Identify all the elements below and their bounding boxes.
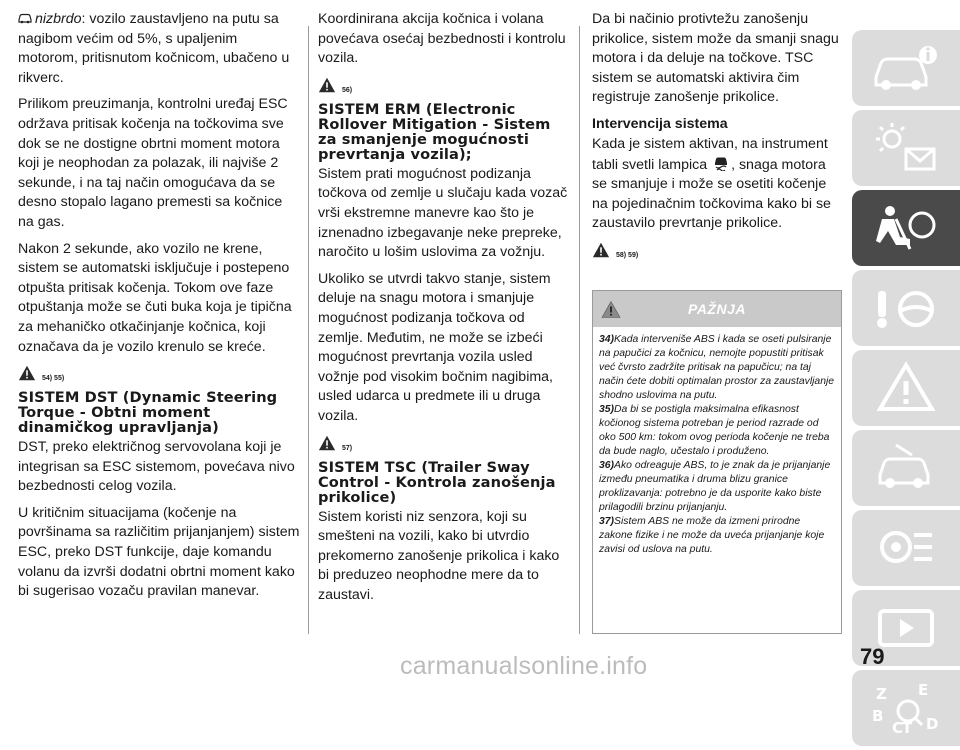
chapter-tabs (852, 30, 960, 750)
svg-text:D: D (926, 715, 939, 733)
reference-numbers: 54) 55) (42, 375, 65, 383)
column-middle (318, 10, 570, 612)
paragraph-text: : vozilo zaustavljeno na putu sa nagibom većim od 5%, s upaljenim motorom, pritisnutom kočnicom, ubačeno u rikverc. (18, 11, 290, 86)
tab-safety[interactable] (852, 190, 960, 266)
svg-text:E: E (918, 681, 929, 699)
warning-reference (592, 241, 842, 259)
alphabetical-index-icon (866, 677, 946, 739)
column-left (18, 10, 301, 609)
page-number: 79 (860, 644, 885, 669)
paragraph-erm: Sistem prati mogućnost podizanja točkova od zemlje u slučaju kada vozač vrši ekstremne manevre kao što je iznenadno izbegavanje neke prepreke, naročito u lošim uslovima za vožnju. (318, 165, 568, 261)
heading-dst: SISTEM DST (Dynamic Steering Torque - Obtni moment dinamičkog upravljanja) (18, 389, 278, 437)
paragraph-dst: DST, preko električnog servovolana koji je integrisan sa ESC sistemom, povećava nivo bezbednosti celog vozila. (18, 439, 295, 495)
warning-reference (318, 434, 570, 452)
paragraph-tsc: Sistem koristi niz senzora, koji su smešteni na vozili, kako bi utvrdio prekomerno zanošenje prikolica i kako bi preduzeo neophodne mere da to zaustavi. (318, 508, 560, 603)
warning-reference (318, 76, 570, 94)
warning-triangle-icon (318, 76, 336, 94)
tab-emergency[interactable] (852, 350, 960, 426)
dashboard-lights-icon (866, 117, 946, 179)
esc-warning-light-icon (712, 155, 730, 171)
tab-technical-data[interactable] (852, 510, 960, 586)
reference-numbers: 58) 59) (616, 251, 639, 259)
warning-box-header (593, 291, 841, 327)
heading-tsc: SISTEM TSC (Trailer Sway Control - Kontrola zanošenja prikolice) (318, 458, 556, 506)
paragraph-erm-action: Ukoliko se utvrdi takvo stanje, sistem deluje na snagu motora i smanjuje mogućnost podizanja točkova od zemlje. Međutim, ne može se izbeći mogućnost prevrtanja vozila usled vožnje pod visokim bočnim nagibima, usled udarca u predmete ili u druga vozila. (318, 270, 553, 424)
tab-index[interactable] (852, 670, 960, 746)
warning-box (592, 290, 842, 634)
paragraph-coordination: Koordinirana akcija kočnica i volana povećava osećaj bezbednosti i kontrolu vozila. (318, 11, 566, 67)
reference-numbers: 56) (342, 86, 353, 94)
column-divider (579, 26, 580, 634)
paragraph-esc-hold: Prilikom preuzimanja, kontrolni uređaj ESC održava pritisak kočenja na točkovima sve dok se ne dostigne obrtni moment motora koji je neophodan za polazak, ili najviše 2 sekunde, i na taj način omogućava da se desno stopalo lagano premesti sa kočnice na gas. (18, 96, 288, 230)
reference-numbers: 57) (342, 444, 353, 452)
column-right (592, 10, 842, 267)
warning-triangle-icon (592, 241, 610, 259)
warning-title: PAŽNJA (688, 301, 746, 317)
car-small-icon (18, 12, 32, 24)
paragraph-tsc-action: Da bi načinio protivtežu zanošenju prikolice, sistem može da smanji snagu motora i da deluje na točkove. TSC sistem se automatski aktivira čim registruje zanošenje prikolice. (592, 11, 839, 106)
warning-triangle-icon (318, 434, 336, 452)
car-info-icon (866, 37, 946, 99)
tab-vehicle-info[interactable] (852, 30, 960, 106)
paragraph-intervention: Kada je sistem aktivan, na instrument tabli svetli lampica , snaga motora se smanjuje i može se osetiti kočenje na pojedinačnim točkovima kako bi se zaustavilo prevrtanje prikolice. (592, 135, 831, 232)
italic-term: nizbrdo (35, 11, 82, 27)
svg-text:C: C (892, 719, 904, 737)
warning-note: 35)Da bi se postigla maksimalna efikasnost kočionog sistema potreban je period razrade od oko 500 km: tokom ovog perioda kočenje ne treba da bude naglo, učestalo i produženo. (599, 404, 830, 457)
warning-note: 36)Ako odreaguje ABS, to je znak da je prijanjanje između pneumatika i druma blizu granice proklizavanja: potrebno je da usporite kako biste prilagodili brzinu prijanjanju. (599, 460, 831, 513)
subheading-intervention: Intervencija sistema (592, 115, 728, 132)
tab-maintenance[interactable] (852, 430, 960, 506)
warning-triangle-icon (601, 300, 621, 319)
watermark: carmanualsonline.info (400, 652, 648, 680)
maintenance-car-icon (866, 437, 946, 499)
airbag-safety-icon (866, 197, 946, 259)
column-divider (308, 26, 309, 634)
specs-icon (866, 517, 946, 579)
svg-text:Z: Z (876, 685, 887, 703)
paragraph-release: Nakon 2 sekunde, ako vozilo ne krene, sistem se automatski isključuje i postepeno otpušta pritisak kočenja. Tokom ove faze otpuštanja može se čuti buka koja je tipična za mehaničko otkačinjanje kočnica, koji označava da je vozilo krenulo se kreće. (18, 240, 292, 355)
paragraph-hill-start (18, 10, 301, 88)
tab-instrument-panel[interactable] (852, 110, 960, 186)
svg-text:B: B (872, 707, 884, 725)
warning-note: 37)Sistem ABS ne može da izmeni prirodne zakone fizike i ne može da uveća prijanjanje koje zavisi od uslova na putu. (599, 516, 825, 555)
warning-notes (593, 327, 841, 557)
warning-emergency-icon (866, 357, 946, 419)
heading-erm: SISTEM ERM (Electronic Rollover Mitigation - Sistem za smanjenje mogućnosti prevrtanja vozila); (318, 100, 551, 163)
warning-reference (18, 364, 301, 382)
key-steering-icon (866, 277, 946, 339)
paragraph-critical: U kritičnim situacijama (kočenje na površinama sa različitim prijanjanjem) sistem ESC, preko DST funkcije, daje komandu volanu da izvrši dodatni obrtni moment kako bi sugerisao vozaču pravilan manevar. (18, 504, 300, 600)
svg-text:T: T (902, 719, 913, 737)
warning-note: 34)Kada interveniše ABS i kada se oseti pulsiranje na papučici za kočnicu, nemojte popustiti pritisak već čvrsto zadržite pritisak na papučicu; na taj način ćete dobiti optimalan prostor za zaustavljanje shodno uslovima na putu. (599, 334, 835, 401)
warning-triangle-icon (18, 364, 36, 382)
tab-starting-driving[interactable] (852, 270, 960, 346)
